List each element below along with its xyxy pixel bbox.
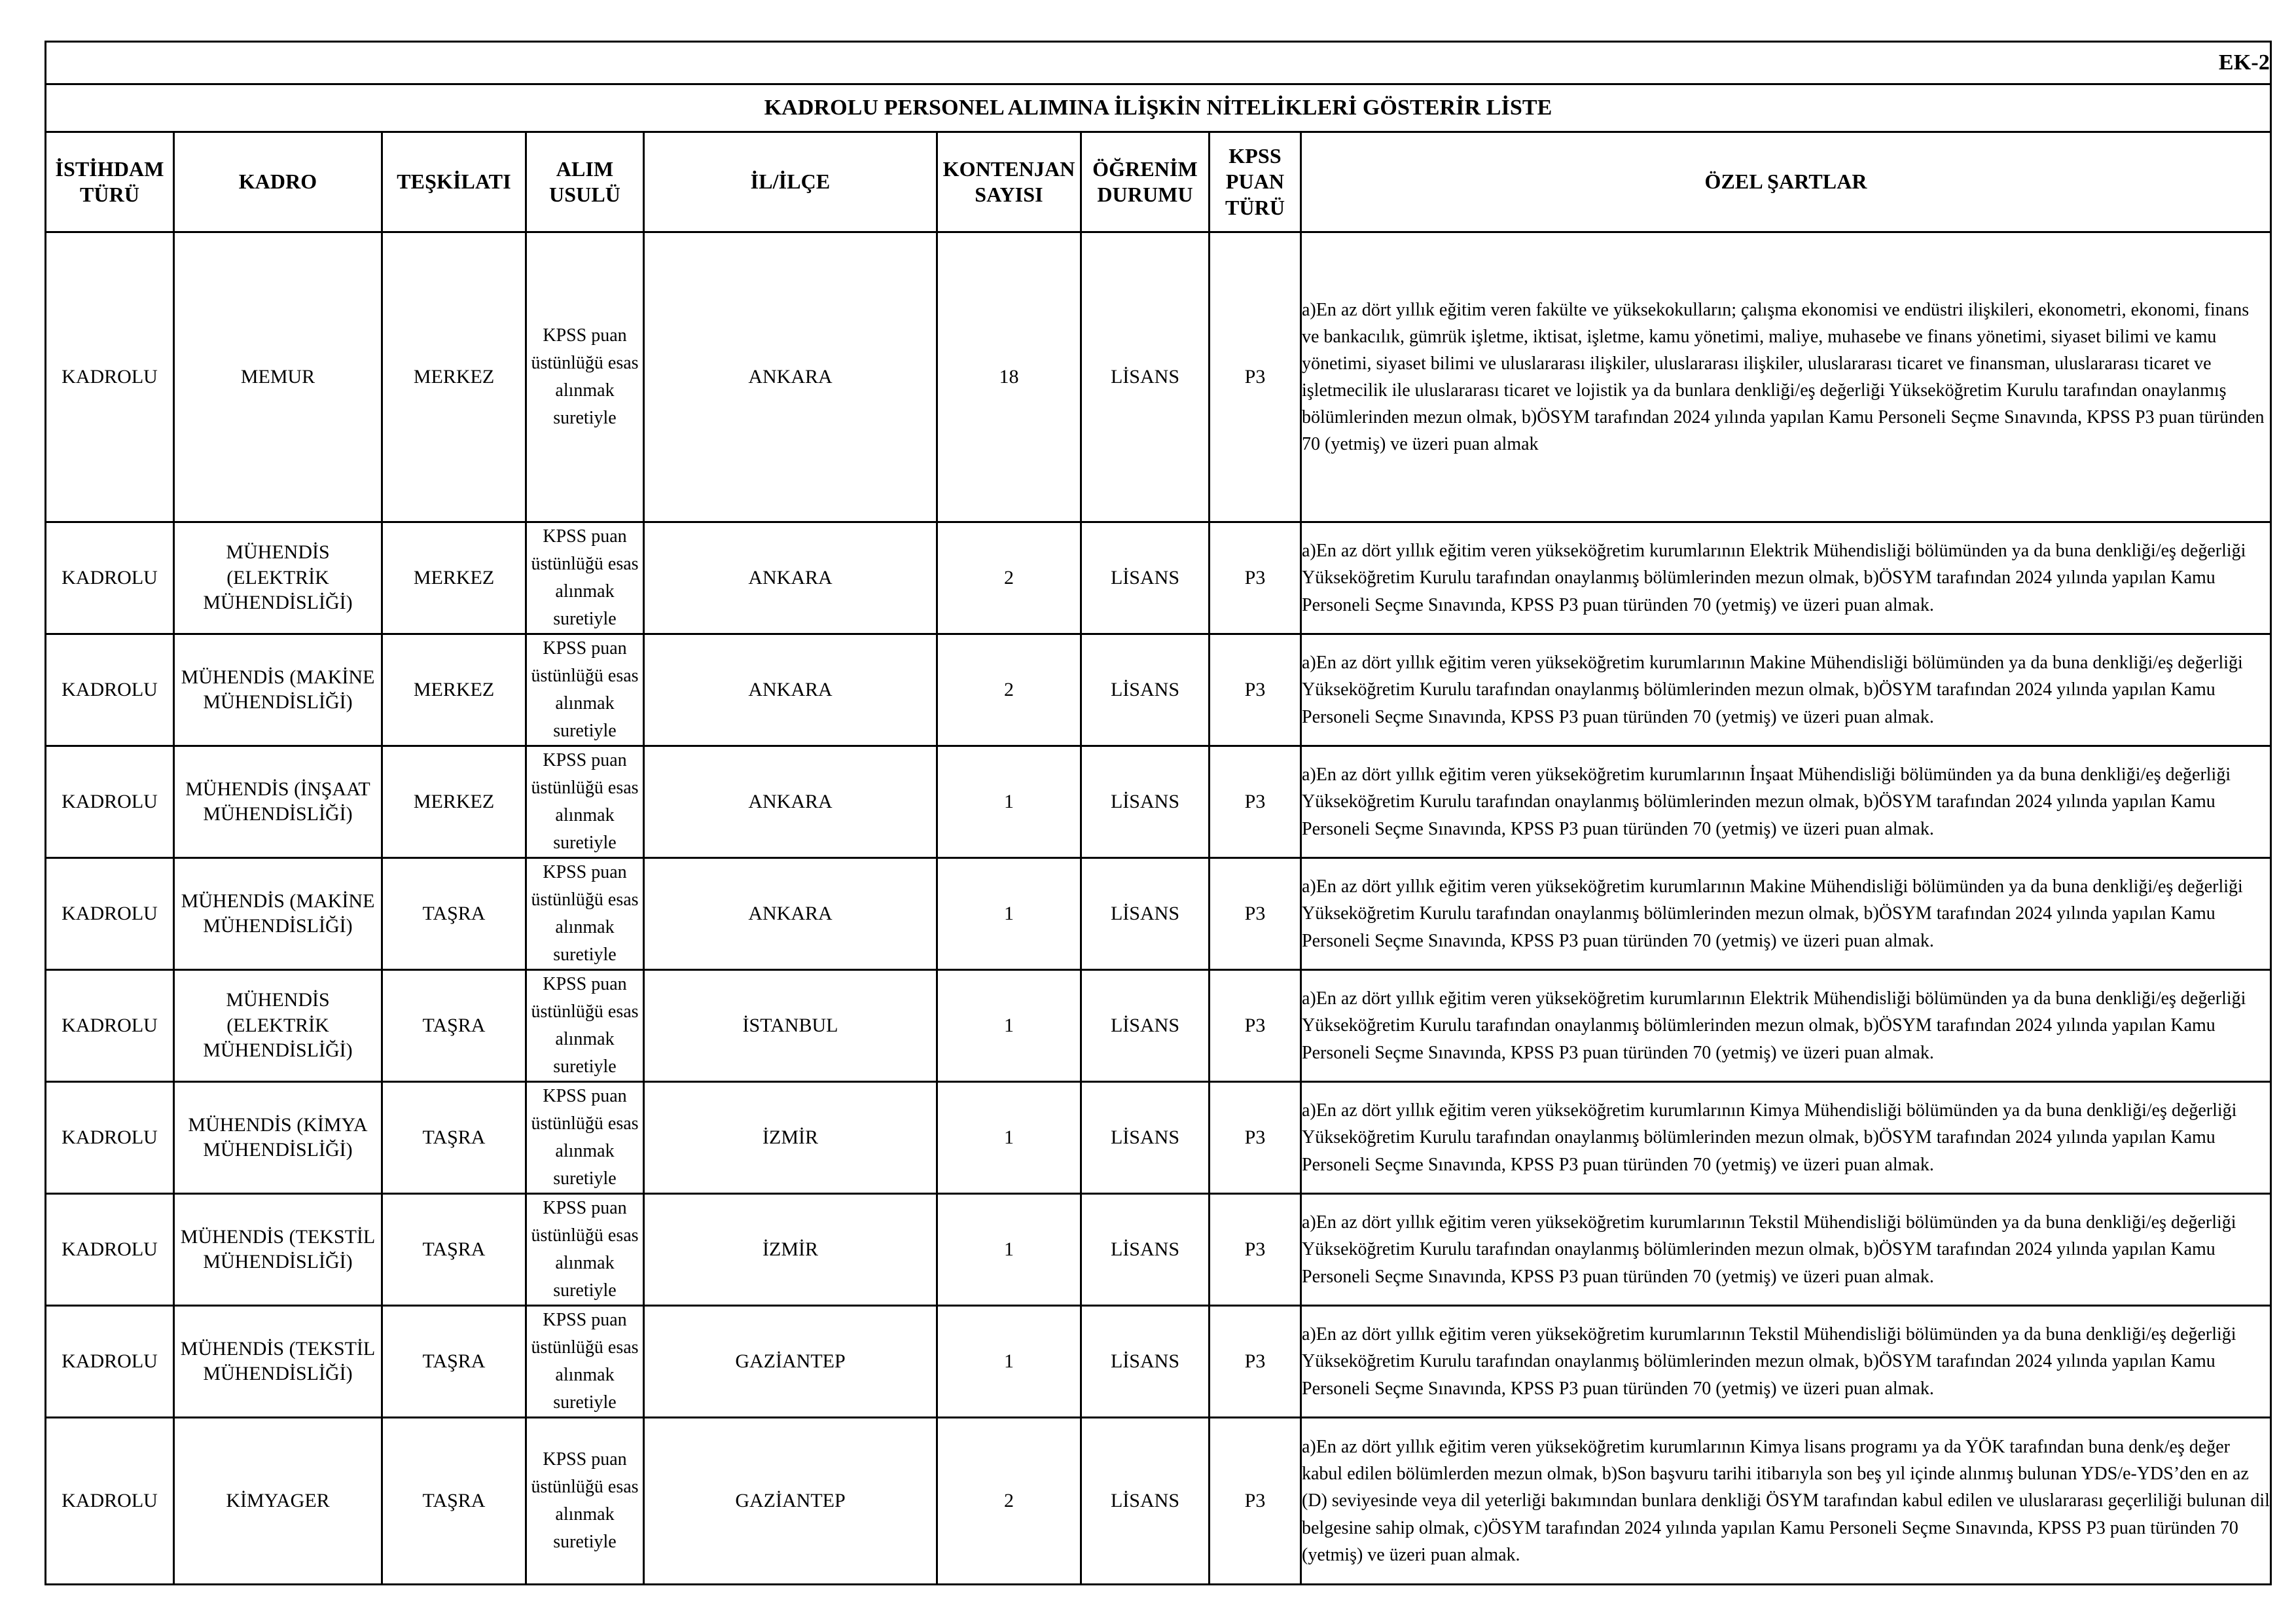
cell-il-ilce: ANKARA (644, 858, 937, 970)
cell-ozel-sartlar: a)En az dört yıllık eğitim veren yükseköğretim kurumlarının Elektrik Mühendisliği bölümünden ya da buna denkliği/eş değerliği Yükseköğretim Kurulu tarafından onaylanmış bölümlerinden mezun olmak, b)ÖSYM tarafından 2024 yılında yapılan Kamu Personeli Seçme Sınavında, KPSS P3 puan türünden 70 (yetmiş) ve üzeri puan almak. (1301, 522, 2271, 634)
cell-kontenjan-sayisi: 1 (937, 858, 1081, 970)
cell-alim-usulu: KPSS puan üstünlüğü esas alınmak suretiyle (526, 970, 644, 1082)
cell-teskilati: TAŞRA (382, 858, 526, 970)
cell-kadro: MÜHENDİS (ELEKTRİK MÜHENDİSLİĞİ) (174, 522, 382, 634)
annex-row (46, 42, 2271, 84)
cell-ozel-sartlar: a)En az dört yıllık eğitim veren yükseköğretim kurumlarının Tekstil Mühendisliği bölümünden ya da buna denkliği/eş değerliği Yükseköğretim Kurulu tarafından onaylanmış bölümlerinden mezun olmak, b)ÖSYM tarafından 2024 yılında yapılan Kamu Personeli Seçme Sınavında, KPSS P3 puan türünden 70 (yetmiş) ve üzeri puan almak. (1301, 1194, 2271, 1306)
cell-istihdam-turu: KADROLU (46, 232, 174, 522)
cell-kadro: MÜHENDİS (İNŞAAT MÜHENDİSLİĞİ) (174, 746, 382, 858)
column-header-il-ilce (644, 132, 937, 232)
header-line: ÖĞRENİM (1092, 156, 1198, 181)
cell-ozel-sartlar: a)En az dört yıllık eğitim veren yükseköğretim kurumlarının Makine Mühendisliği bölümünden ya da buna denkliği/eş değerliği Yükseköğretim Kurulu tarafından onaylanmış bölümlerinden mezun olmak, b)ÖSYM tarafından 2024 yılında yapılan Kamu Personeli Seçme Sınavında, KPSS P3 puan türünden 70 (yetmiş) ve üzeri puan almak. (1301, 634, 2271, 746)
cell-alim-usulu: KPSS puan üstünlüğü esas alınmak suretiyle (526, 634, 644, 746)
document-title: KADROLU PERSONEL ALIMINA İLİŞKİN NİTELİKLERİ GÖSTERİR LİSTE (46, 84, 2271, 132)
cell-kontenjan-sayisi: 1 (937, 1194, 1081, 1306)
cell-ozel-sartlar: a)En az dört yıllık eğitim veren yükseköğretim kurumlarının Kimya lisans programı ya da YÖK tarafından buna denk/eş değer kabul edilen bölümlerden mezun olmak, b)Son başvuru tarihi itibarıyla son beş yıl içinde alınmış bulunan YDS/e-YDS’den en az (D) seviyesinde veya dil yeterliği bakımından bunlara denkliği ÖSYM tarafından kabul edilen ve uluslararası geçerliliği bulunan dil belgesine sahip olmak, c)ÖSYM tarafından 2024 yılında yapılan Kamu Personeli Seçme Sınavında, KPSS P3 puan türünden 70 (yetmiş) ve üzeri puan almak. (1301, 1418, 2271, 1585)
cell-il-ilce: ANKARA (644, 746, 937, 858)
cell-kpss-puan-turu: P3 (1210, 970, 1301, 1082)
cell-il-ilce: İZMİR (644, 1082, 937, 1194)
cell-ozel-sartlar: a)En az dört yıllık eğitim veren yükseköğretim kurumlarının Tekstil Mühendisliği bölümünden ya da buna denkliği/eş değerliği Yükseköğretim Kurulu tarafından onaylanmış bölümlerinden mezun olmak, b)ÖSYM tarafından 2024 yılında yapılan Kamu Personeli Seçme Sınavında, KPSS P3 puan türünden 70 (yetmiş) ve üzeri puan almak. (1301, 1306, 2271, 1418)
cell-alim-usulu: KPSS puan üstünlüğü esas alınmak suretiyle (526, 1418, 644, 1585)
cell-istihdam-turu: KADROLU (46, 522, 174, 634)
cell-il-ilce: İSTANBUL (644, 970, 937, 1082)
table-row (46, 1194, 2271, 1306)
cell-kpss-puan-turu: P3 (1210, 858, 1301, 970)
cell-ogrenim-durumu: LİSANS (1081, 970, 1210, 1082)
header-line: İL/İLÇE (750, 170, 831, 194)
cell-kontenjan-sayisi: 1 (937, 1082, 1081, 1194)
cell-kadro: MEMUR (174, 232, 382, 522)
cell-alim-usulu: KPSS puan üstünlüğü esas alınmak suretiyle (526, 1306, 644, 1418)
cell-ozel-sartlar: a)En az dört yıllık eğitim veren yükseköğretim kurumlarının Kimya Mühendisliği bölümünden ya da buna denkliği/eş değerliği Yükseköğretim Kurulu tarafından onaylanmış bölümlerinden mezun olmak, b)ÖSYM tarafından 2024 yılında yapılan Kamu Personeli Seçme Sınavında, KPSS P3 puan türünden 70 (yetmiş) ve üzeri puan almak. (1301, 1082, 2271, 1194)
cell-kontenjan-sayisi: 1 (937, 970, 1081, 1082)
cell-alim-usulu: KPSS puan üstünlüğü esas alınmak suretiyle (526, 522, 644, 634)
cell-kpss-puan-turu: P3 (1210, 1418, 1301, 1585)
cell-istihdam-turu: KADROLU (46, 970, 174, 1082)
header-line: KPSS (1229, 144, 1282, 168)
column-header-alim-usulu (526, 132, 644, 232)
table-row (46, 1418, 2271, 1585)
cell-il-ilce: GAZİANTEP (644, 1418, 937, 1585)
table-header-row (46, 132, 2271, 232)
cell-il-ilce: İZMİR (644, 1194, 937, 1306)
header-line: USULÜ (549, 183, 620, 206)
cell-teskilati: MERKEZ (382, 746, 526, 858)
header-line: DURUMU (1097, 183, 1193, 206)
header-line: KADRO (238, 170, 317, 194)
personnel-listing-table (45, 41, 2272, 1585)
cell-istihdam-turu: KADROLU (46, 1194, 174, 1306)
cell-teskilati: MERKEZ (382, 232, 526, 522)
cell-kpss-puan-turu: P3 (1210, 522, 1301, 634)
cell-kadro: MÜHENDİS (MAKİNE MÜHENDİSLİĞİ) (174, 634, 382, 746)
cell-teskilati: TAŞRA (382, 970, 526, 1082)
cell-istihdam-turu: KADROLU (46, 634, 174, 746)
cell-kadro: MÜHENDİS (TEKSTİL MÜHENDİSLİĞİ) (174, 1194, 382, 1306)
header-line: KONTENJAN (942, 156, 1075, 181)
cell-kontenjan-sayisi: 2 (937, 1418, 1081, 1585)
cell-alim-usulu: KPSS puan üstünlüğü esas alınmak suretiyle (526, 232, 644, 522)
cell-teskilati: TAŞRA (382, 1194, 526, 1306)
title-row (46, 84, 2271, 132)
cell-kontenjan-sayisi: 18 (937, 232, 1081, 522)
cell-kpss-puan-turu: P3 (1210, 746, 1301, 858)
cell-ogrenim-durumu: LİSANS (1081, 858, 1210, 970)
column-header-ogrenim-durumu (1081, 132, 1210, 232)
header-line: ALIM (556, 156, 614, 181)
cell-kpss-puan-turu: P3 (1210, 1306, 1301, 1418)
table-row (46, 232, 2271, 522)
header-line: TÜRÜ (1225, 195, 1285, 219)
table-row (46, 522, 2271, 634)
cell-teskilati: TAŞRA (382, 1418, 526, 1585)
cell-ozel-sartlar: a)En az dört yıllık eğitim veren yükseköğretim kurumlarının Elektrik Mühendisliği bölümünden ya da buna denkliği/eş değerliği Yükseköğretim Kurulu tarafından onaylanmış bölümlerinden mezun olmak, b)ÖSYM tarafından 2024 yılında yapılan Kamu Personeli Seçme Sınavında, KPSS P3 puan türünden 70 (yetmiş) ve üzeri puan almak. (1301, 970, 2271, 1082)
cell-ozel-sartlar: a)En az dört yıllık eğitim veren yükseköğretim kurumlarının İnşaat Mühendisliği bölümünden ya da buna denkliği/eş değerliği Yükseköğretim Kurulu tarafından onaylanmış bölümlerinden mezun olmak, b)ÖSYM tarafından 2024 yılında yapılan Kamu Personeli Seçme Sınavında, KPSS P3 puan türünden 70 (yetmiş) ve üzeri puan almak. (1301, 746, 2271, 858)
cell-ogrenim-durumu: LİSANS (1081, 522, 1210, 634)
column-header-kpss-puan-turu (1210, 132, 1301, 232)
cell-il-ilce: ANKARA (644, 522, 937, 634)
cell-istihdam-turu: KADROLU (46, 1418, 174, 1585)
cell-alim-usulu: KPSS puan üstünlüğü esas alınmak suretiyle (526, 1194, 644, 1306)
table-row (46, 858, 2271, 970)
column-header-kadro (174, 132, 382, 232)
cell-kpss-puan-turu: P3 (1210, 1194, 1301, 1306)
cell-istihdam-turu: KADROLU (46, 746, 174, 858)
cell-kpss-puan-turu: P3 (1210, 634, 1301, 746)
header-line: SAYISI (975, 183, 1043, 206)
cell-ogrenim-durumu: LİSANS (1081, 634, 1210, 746)
table-row (46, 634, 2271, 746)
cell-kontenjan-sayisi: 2 (937, 522, 1081, 634)
cell-kontenjan-sayisi: 1 (937, 1306, 1081, 1418)
cell-ogrenim-durumu: LİSANS (1081, 1194, 1210, 1306)
column-header-ozel-sartlar (1301, 132, 2271, 232)
cell-kadro: MÜHENDİS (TEKSTİL MÜHENDİSLİĞİ) (174, 1306, 382, 1418)
cell-il-ilce: ANKARA (644, 634, 937, 746)
column-header-kontenjan-sayisi (937, 132, 1081, 232)
cell-ozel-sartlar: a)En az dört yıllık eğitim veren fakülte ve yüksekokulların; çalışma ekonomisi ve endüstri ilişkileri, ekonometri, ekonomi, finans ve bankacılık, gümrük işletme, iktisat, işletme, kamu yönetimi, maliye, muhasebe ve finans yönetimi, siyaset bilimi ve kamu yönetimi, siyaset bilimi ve uluslararası ilişkiler, uluslararası ilişkiler, uluslararası ticaret ve finansman, uluslararası ticaret ve işletmecilik ile uluslararası ticaret ve lojistik ya da bunlara denkliği/eş değerliği Yükseköğretim Kurulu tarafından onaylanmış bölümlerinden mezun olmak, b)ÖSYM tarafından 2024 yılında yapılan Kamu Personeli Seçme Sınavında, KPSS P3 puan türünden 70 (yetmiş) ve üzeri puan almak (1301, 232, 2271, 522)
cell-kadro: MÜHENDİS (MAKİNE MÜHENDİSLİĞİ) (174, 858, 382, 970)
cell-teskilati: MERKEZ (382, 634, 526, 746)
cell-alim-usulu: KPSS puan üstünlüğü esas alınmak suretiyle (526, 746, 644, 858)
header-line: İSTİHDAM (55, 156, 164, 181)
cell-istihdam-turu: KADROLU (46, 1082, 174, 1194)
cell-istihdam-turu: KADROLU (46, 1306, 174, 1418)
cell-kadro: MÜHENDİS (KİMYA MÜHENDİSLİĞİ) (174, 1082, 382, 1194)
cell-alim-usulu: KPSS puan üstünlüğü esas alınmak suretiyle (526, 858, 644, 970)
cell-kpss-puan-turu: P3 (1210, 232, 1301, 522)
cell-ogrenim-durumu: LİSANS (1081, 1082, 1210, 1194)
cell-ogrenim-durumu: LİSANS (1081, 232, 1210, 522)
cell-ogrenim-durumu: LİSANS (1081, 746, 1210, 858)
table-row (46, 1306, 2271, 1418)
cell-teskilati: TAŞRA (382, 1306, 526, 1418)
cell-teskilati: MERKEZ (382, 522, 526, 634)
cell-kpss-puan-turu: P3 (1210, 1082, 1301, 1194)
header-line: TEŞKİLATI (397, 170, 511, 194)
cell-il-ilce: GAZİANTEP (644, 1306, 937, 1418)
annex-label: EK-2 (46, 42, 2271, 84)
column-header-teskilati (382, 132, 526, 232)
header-line: TÜRÜ (79, 183, 140, 206)
cell-istihdam-turu: KADROLU (46, 858, 174, 970)
cell-kadro: MÜHENDİS (ELEKTRİK MÜHENDİSLİĞİ) (174, 970, 382, 1082)
cell-kontenjan-sayisi: 1 (937, 746, 1081, 858)
cell-ozel-sartlar: a)En az dört yıllık eğitim veren yükseköğretim kurumlarının Makine Mühendisliği bölümünden ya da buna denkliği/eş değerliği Yükseköğretim Kurulu tarafından onaylanmış bölümlerinden mezun olmak, b)ÖSYM tarafından 2024 yılında yapılan Kamu Personeli Seçme Sınavında, KPSS P3 puan türünden 70 (yetmiş) ve üzeri puan almak. (1301, 858, 2271, 970)
table-row (46, 970, 2271, 1082)
cell-ogrenim-durumu: LİSANS (1081, 1418, 1210, 1585)
cell-il-ilce: ANKARA (644, 232, 937, 522)
cell-kadro: KİMYAGER (174, 1418, 382, 1585)
cell-teskilati: TAŞRA (382, 1082, 526, 1194)
column-header-istihdam-turu (46, 132, 174, 232)
cell-ogrenim-durumu: LİSANS (1081, 1306, 1210, 1418)
table-row (46, 746, 2271, 858)
cell-kontenjan-sayisi: 2 (937, 634, 1081, 746)
table-row (46, 1082, 2271, 1194)
header-line: ÖZEL ŞARTLAR (1704, 170, 1867, 194)
cell-alim-usulu: KPSS puan üstünlüğü esas alınmak suretiyle (526, 1082, 644, 1194)
header-line: PUAN (1225, 170, 1285, 194)
